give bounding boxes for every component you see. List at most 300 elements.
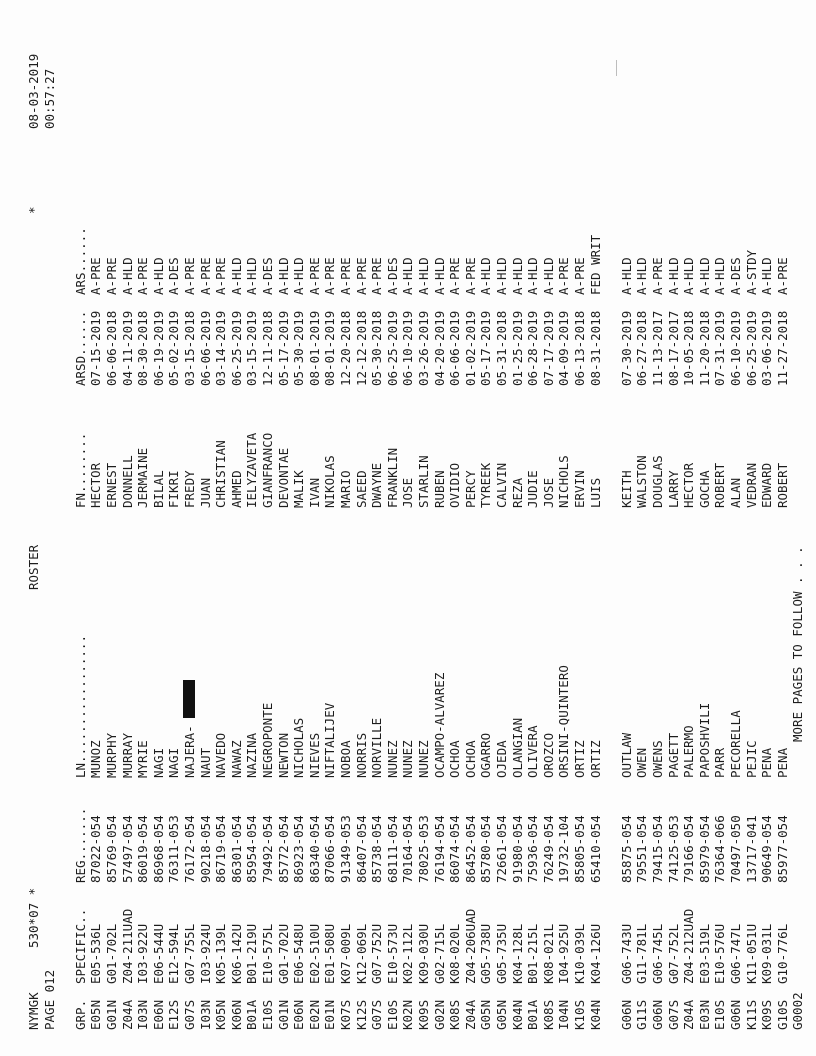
cell-fn: FRANKLIN	[384, 447, 400, 508]
cell-specific: K05-139L	[213, 923, 229, 984]
cell-specific: G01-702U	[275, 923, 291, 984]
cell-arsd: 08-01-2019	[322, 310, 338, 386]
cell-ars: A-PRE	[572, 257, 587, 295]
cell-ln: NEGROPONTE	[260, 702, 275, 778]
cell-arsd: 05-30-2019	[291, 310, 307, 386]
roster-row	[260, 38, 276, 1038]
roster-row	[104, 38, 120, 1038]
cell-fn: NIKOLAS	[322, 455, 338, 508]
cell-arsd: 12-12-2018	[353, 310, 369, 386]
cell-fn: GOCHA	[696, 470, 712, 508]
roster-row	[120, 38, 136, 1038]
cell-grp: K09S	[759, 999, 775, 1030]
cell-ars: A-HLD	[681, 257, 697, 295]
cell-grp: E06N	[291, 999, 307, 1030]
cell-fn: SAEED	[353, 470, 369, 508]
cell-arsd: 03-15-2019	[244, 310, 260, 386]
cell-ars: A-HLD	[509, 257, 525, 295]
cell-fn: VEDRAN	[743, 462, 759, 508]
cell-grp: E06N	[150, 999, 166, 1030]
cell-grp: I03N	[197, 999, 213, 1030]
cell-ars: A-HLD	[150, 257, 166, 295]
cell-arsd: 01-25-2019	[509, 310, 525, 386]
cell-fn: RUBEN	[431, 470, 447, 508]
cell-arsd: 04-09-2019	[556, 310, 572, 386]
cell-arsd: 08-30-2018	[135, 310, 151, 386]
cell-grp: E12S	[166, 999, 182, 1030]
cell-reg: 57497-054	[119, 815, 135, 883]
roster-row	[276, 38, 292, 1038]
cell-grp: G10S	[774, 999, 790, 1030]
roster-row	[447, 38, 463, 1038]
cell-ln: MUNOZ	[88, 740, 104, 778]
cell-reg: 86340-054	[306, 815, 322, 883]
cell-fn: HECTOR	[88, 462, 104, 508]
cell-grp: K04N	[509, 999, 525, 1030]
cell-ars: A-PRE	[104, 257, 119, 295]
cell-arsd: 07-15-2019	[88, 310, 104, 386]
cell-specific: K08-021L	[540, 923, 556, 984]
cell-specific: G07-752U	[369, 923, 385, 984]
cell-reg: 74125-053	[665, 815, 681, 883]
cell-ln: MYRIE	[135, 740, 151, 778]
cell-grp: E02N	[306, 999, 322, 1030]
cell-ln: OLIVERA	[525, 725, 541, 778]
cell-grp: K08S	[540, 999, 556, 1030]
cell-ars: A-HLD	[416, 257, 431, 295]
roster-row	[572, 38, 588, 1038]
cell-specific: I03-922U	[135, 923, 151, 984]
cell-ars: A-HLD	[431, 257, 447, 295]
cell-reg: 87066-054	[322, 815, 338, 883]
roster-row	[166, 38, 182, 1038]
roster-row	[775, 38, 791, 1038]
cell-reg: 86968-054	[150, 815, 166, 883]
cell-fn: CALVIN	[494, 462, 509, 508]
roster-row	[712, 38, 728, 1038]
cell-specific: G06-745L	[650, 923, 665, 984]
cell-grp: G07S	[369, 999, 385, 1030]
cell-fn: FREDY	[182, 470, 197, 508]
roster-row	[385, 38, 401, 1038]
cell-reg: 65410-054	[587, 815, 603, 883]
cell-ln: ORTIZ	[587, 740, 603, 778]
cell-ln: NORVILLE	[369, 717, 385, 778]
cell-reg: 76364-066	[712, 815, 728, 883]
roster-row	[666, 38, 682, 1038]
cell-reg: 86407-054	[353, 815, 369, 883]
cell-ln: NUNEZ	[416, 740, 431, 778]
cell-grp: E03N	[696, 999, 712, 1030]
cell-arsd: 08-31-2018	[587, 310, 603, 386]
cell-reg: 68111-054	[384, 815, 400, 883]
cell-arsd: 07-31-2019	[712, 310, 728, 386]
col-fn: FN........	[72, 432, 88, 508]
cell-specific: I04-925U	[556, 923, 572, 984]
cell-ln: NAGI	[150, 747, 166, 778]
cell-arsd: 06-19-2019	[150, 310, 166, 386]
cell-ars: A-HLD	[759, 257, 775, 295]
cell-ars: A-HLD	[275, 257, 291, 295]
cell-fn: JERMAINE	[135, 447, 151, 508]
cell-fn: FIKRI	[166, 470, 182, 508]
cell-ars: A-HLD	[119, 257, 135, 295]
cell-fn: LARRY	[665, 470, 681, 508]
footer-code: G0002	[790, 992, 805, 1030]
cell-fn: DONNELL	[119, 455, 135, 508]
cell-arsd: 12-20-2018	[338, 310, 353, 386]
cell-ln: MURRAY	[119, 732, 135, 778]
cell-arsd: 03-26-2019	[416, 310, 431, 386]
cell-grp: E05N	[88, 999, 104, 1030]
roster-row	[619, 38, 635, 1038]
cell-ars: A-PRE	[306, 257, 322, 295]
cell-fn: LUIS	[587, 477, 603, 508]
cell-reg: 76249-054	[540, 815, 556, 883]
cell-ars: A-PRE	[369, 257, 385, 295]
roster-row	[463, 38, 479, 1038]
cell-ln: PENA	[774, 747, 790, 778]
cell-ars: A-DES	[166, 257, 182, 295]
cell-grp: K07S	[338, 999, 353, 1030]
cell-fn: AHMED	[228, 470, 244, 508]
cell-arsd: 05-31-2018	[494, 310, 509, 386]
cell-specific: K10-039L	[572, 923, 587, 984]
cell-ln: OWENS	[650, 740, 665, 778]
cell-ln: OWEN	[634, 747, 650, 778]
redaction-block	[182, 680, 198, 720]
cell-specific: K12-069L	[353, 923, 369, 984]
cell-ln: PARR	[712, 747, 728, 778]
cell-fn: ROBERT	[774, 462, 790, 508]
cell-ln: MURPHY	[104, 732, 119, 778]
roster-row	[728, 38, 744, 1038]
roster-row	[244, 38, 260, 1038]
cell-fn: NICHOLS	[556, 455, 572, 508]
cell-specific: E12-594L	[166, 923, 182, 984]
cell-grp: G07S	[665, 999, 681, 1030]
cell-ln: ORSINI-QUINTERO	[556, 665, 572, 778]
cell-arsd: 08-01-2019	[306, 310, 322, 386]
col-reg: REG.......	[72, 807, 88, 883]
cell-arsd: 11-13-2017	[650, 310, 665, 386]
cell-ln: PAPOSHVILI	[696, 702, 712, 778]
cell-reg: 79415-054	[650, 815, 665, 883]
col-ln: LN.................	[72, 635, 88, 778]
cell-specific: G05-735U	[494, 923, 509, 984]
roster-row	[650, 38, 666, 1038]
cell-specific: B01-219U	[244, 923, 260, 984]
cell-arsd: 12-11-2018	[260, 310, 275, 386]
cell-specific: E06-548U	[291, 923, 307, 984]
cell-specific: K09-030U	[416, 923, 431, 984]
roster-row	[556, 38, 572, 1038]
cell-specific: G11-781L	[634, 923, 650, 984]
cell-fn: STARLIN	[416, 455, 431, 508]
cell-grp: G07S	[182, 999, 197, 1030]
roster-row	[494, 38, 510, 1038]
cell-ln: NAWAZ	[228, 740, 244, 778]
cell-ln: NAJERA-	[182, 725, 197, 778]
report-time: 00:57:27	[41, 68, 57, 129]
col-grp: GRP.	[72, 999, 88, 1030]
cell-grp: G11S	[634, 999, 650, 1030]
cell-reg: 76194-054	[431, 815, 447, 883]
cell-grp: G06N	[618, 999, 634, 1030]
cell-arsd: 06-06-2018	[104, 310, 119, 386]
col-ars: ARS......	[72, 227, 88, 295]
cell-arsd: 05-02-2019	[166, 310, 182, 386]
cell-ars: A-HLD	[478, 257, 494, 295]
roster-row	[213, 38, 229, 1038]
cell-specific: K11-051U	[743, 923, 759, 984]
cell-fn: HECTOR	[681, 462, 697, 508]
cell-specific: E03-519L	[696, 923, 712, 984]
cell-specific: G06-743U	[618, 923, 634, 984]
cell-specific: G07-752L	[665, 923, 681, 984]
cell-specific: G05-738U	[478, 923, 494, 984]
cell-fn: JUAN	[197, 477, 213, 508]
cell-grp: K08S	[447, 999, 463, 1030]
cell-ln: NUNEZ	[400, 740, 416, 778]
roster-row	[307, 38, 323, 1038]
cell-ars: A-PRE	[197, 257, 213, 295]
cell-arsd: 07-17-2019	[540, 310, 556, 386]
roster-row	[681, 38, 697, 1038]
cell-reg: 91349-053	[338, 815, 353, 883]
col-arsd: ARSD......	[72, 310, 88, 386]
cell-ln: NOBOA	[338, 740, 353, 778]
cell-reg: 85769-054	[104, 815, 119, 883]
cell-ln: PEJIC	[743, 740, 759, 778]
cell-grp: G02N	[431, 999, 447, 1030]
cell-fn: JOSE	[540, 477, 556, 508]
cell-ln: OJEDA	[494, 740, 509, 778]
roster-row	[478, 38, 494, 1038]
cell-specific: K02-112L	[400, 923, 416, 984]
cell-reg: 86301-054	[228, 815, 244, 883]
cell-ars: FED WRIT	[587, 234, 603, 295]
cell-ars: A-HLD	[228, 257, 244, 295]
col-specific: SPECIFIC..	[72, 908, 88, 984]
roster-row	[400, 38, 416, 1038]
roster-row	[182, 38, 198, 1038]
roster-row	[354, 38, 370, 1038]
cell-grp: K12S	[353, 999, 369, 1030]
system-name: NYMGK	[26, 992, 41, 1030]
cell-reg: 19732-104	[556, 815, 572, 883]
roster-row	[198, 38, 214, 1038]
cell-reg: 91980-054	[509, 815, 525, 883]
cell-specific: E02-510U	[306, 923, 322, 984]
cell-reg: 86719-054	[213, 815, 229, 883]
cell-ars: A-PRE	[135, 257, 151, 295]
column-header-row	[73, 38, 89, 1038]
cell-arsd: 11-20-2018	[696, 310, 712, 386]
cell-arsd: 06-06-2019	[197, 310, 213, 386]
cell-ars: A-PRE	[774, 257, 790, 295]
cell-specific: K04-126U	[587, 923, 603, 984]
cell-specific: G01-702L	[104, 923, 119, 984]
cell-fn: DWAYNE	[369, 462, 385, 508]
footer-text: MORE PAGES TO FOLLOW . . .	[790, 546, 805, 742]
roster-row	[697, 38, 713, 1038]
roster-row	[88, 38, 104, 1038]
cell-ln: OLANGIAN	[509, 717, 525, 778]
cell-fn: OVIDIO	[447, 462, 463, 508]
cell-arsd: 10-05-2018	[681, 310, 697, 386]
report-title: ROSTER	[26, 544, 41, 590]
cell-ln: NUNEZ	[384, 740, 400, 778]
cell-ars: A-HLD	[634, 257, 650, 295]
report-code: 530*07 *	[26, 887, 41, 948]
cell-reg: 79551-054	[634, 815, 650, 883]
cell-specific: G10-776L	[774, 923, 790, 984]
cell-grp: G01N	[275, 999, 291, 1030]
cell-reg: 76311-053	[166, 815, 182, 883]
cell-arsd: 07-30-2019	[618, 310, 634, 386]
cell-grp: G06N	[728, 999, 743, 1030]
cell-specific: G02-715L	[431, 923, 447, 984]
cell-reg: 79166-054	[681, 815, 697, 883]
cell-fn: CHRISTIAN	[213, 440, 229, 508]
cell-reg: 86019-054	[135, 815, 151, 883]
cell-reg: 72661-054	[494, 815, 509, 883]
roster-row	[634, 38, 650, 1038]
cell-reg: 85780-054	[478, 815, 494, 883]
cell-ln: OUTLAW	[618, 732, 634, 778]
roster-row	[510, 38, 526, 1038]
roster-row	[525, 38, 541, 1038]
cell-arsd: 03-06-2019	[759, 310, 775, 386]
cell-ln: ORTIZ	[572, 740, 587, 778]
cell-ln: PENA	[759, 747, 775, 778]
cell-ars: A-PRE	[213, 257, 229, 295]
cell-grp: B01A	[525, 999, 541, 1030]
cell-grp: I04N	[556, 999, 572, 1030]
roster-row	[229, 38, 245, 1038]
report-date: 08-03-2019	[26, 53, 41, 129]
roster-row	[588, 38, 604, 1038]
cell-fn: WALSTON	[634, 455, 650, 508]
cell-ars: A-HLD	[696, 257, 712, 295]
cell-fn: DOUGLAS	[650, 455, 665, 508]
cell-reg: 86074-054	[447, 815, 463, 883]
cell-arsd: 06-27-2018	[634, 310, 650, 386]
cell-ln: NICHOLAS	[291, 717, 307, 778]
cell-specific: E10-576U	[712, 923, 728, 984]
cell-grp: E01N	[322, 999, 338, 1030]
cell-fn: REZA	[509, 477, 525, 508]
roster-row	[338, 38, 354, 1038]
cell-grp: K06N	[228, 999, 244, 1030]
cell-reg: 85805-054	[572, 815, 587, 883]
cell-ars: A-HLD	[525, 257, 541, 295]
cell-ars: A-PRE	[322, 257, 338, 295]
cell-grp: G05N	[494, 999, 509, 1030]
cell-specific: K08-020L	[447, 923, 463, 984]
cell-ars: A-DES	[728, 257, 743, 295]
cell-reg: 90649-054	[759, 815, 775, 883]
cell-reg: 85979-054	[696, 815, 712, 883]
cell-arsd: 11-27-2018	[774, 310, 790, 386]
cell-arsd: 05-17-2019	[478, 310, 494, 386]
cell-fn: ERVIN	[572, 470, 587, 508]
cell-ln: OCAMPO-ALVAREZ	[431, 672, 447, 778]
cell-specific: K06-142U	[228, 923, 244, 984]
cell-ars: A-HLD	[291, 257, 307, 295]
cell-arsd: 06-10-2019	[728, 310, 743, 386]
cell-fn: EDWARD	[759, 462, 775, 508]
cell-ln: PALERMO	[681, 725, 697, 778]
cell-ln: NAGI	[166, 747, 182, 778]
cell-ars: A-PRE	[88, 257, 104, 295]
cell-ln: NIEVES	[306, 732, 322, 778]
cell-ars: A-HLD	[618, 257, 634, 295]
roster-sheet	[26, 28, 806, 1038]
cell-grp: K11S	[743, 999, 759, 1030]
cell-arsd: 01-02-2019	[462, 310, 478, 386]
cell-ars: A-DES	[260, 257, 275, 295]
cell-ln: NAUT	[197, 747, 213, 778]
cell-arsd: 08-17-2017	[665, 310, 681, 386]
cell-fn: IELYZAVETA	[244, 432, 260, 508]
cell-ars: A-PRE	[650, 257, 665, 295]
cell-ln: NEWTON	[275, 732, 291, 778]
cell-grp: E10S	[384, 999, 400, 1030]
cell-reg: 90218-054	[197, 815, 213, 883]
cell-fn: MARIO	[338, 470, 353, 508]
cell-fn: MALIK	[291, 470, 307, 508]
cell-fn: ERNEST	[104, 462, 119, 508]
cell-grp: K10S	[572, 999, 587, 1030]
cell-fn: ALAN	[728, 477, 743, 508]
cell-ln: NIFTALIJEV	[322, 702, 338, 778]
cell-reg: 85772-054	[275, 815, 291, 883]
cell-specific: E01-508U	[322, 923, 338, 984]
cell-reg: 70164-054	[400, 815, 416, 883]
cell-specific: K04-128L	[509, 923, 525, 984]
cell-fn: KEITH	[618, 470, 634, 508]
cell-arsd: 06-28-2019	[525, 310, 541, 386]
cell-ars: A-PRE	[338, 257, 353, 295]
cell-reg: 86452-054	[462, 815, 478, 883]
cell-specific: K07-009L	[338, 923, 353, 984]
cell-fn: IVAN	[306, 477, 322, 508]
cell-reg: 76172-054	[182, 815, 197, 883]
cell-arsd: 06-25-2019	[228, 310, 244, 386]
cell-arsd: 06-13-2018	[572, 310, 587, 386]
cell-ln: OCHOA	[447, 740, 463, 778]
cell-grp: K04N	[587, 999, 603, 1030]
cell-ln: PECORELLA	[728, 710, 743, 778]
cell-grp: B01A	[244, 999, 260, 1030]
cell-fn: JOSE	[400, 477, 416, 508]
cell-arsd: 03-15-2018	[182, 310, 197, 386]
cell-grp: E10S	[260, 999, 275, 1030]
cell-grp: K02N	[400, 999, 416, 1030]
cell-fn: BILAL	[150, 470, 166, 508]
cell-reg: 85977-054	[774, 815, 790, 883]
roster-row	[369, 38, 385, 1038]
cell-ln: NAVEDO	[213, 732, 229, 778]
cell-grp: Z04A	[462, 999, 478, 1030]
roster-row	[759, 38, 775, 1038]
roster-row	[322, 38, 338, 1038]
cell-arsd: 06-10-2019	[400, 310, 416, 386]
header-star: *	[26, 206, 41, 214]
cell-grp: G06N	[650, 999, 665, 1030]
